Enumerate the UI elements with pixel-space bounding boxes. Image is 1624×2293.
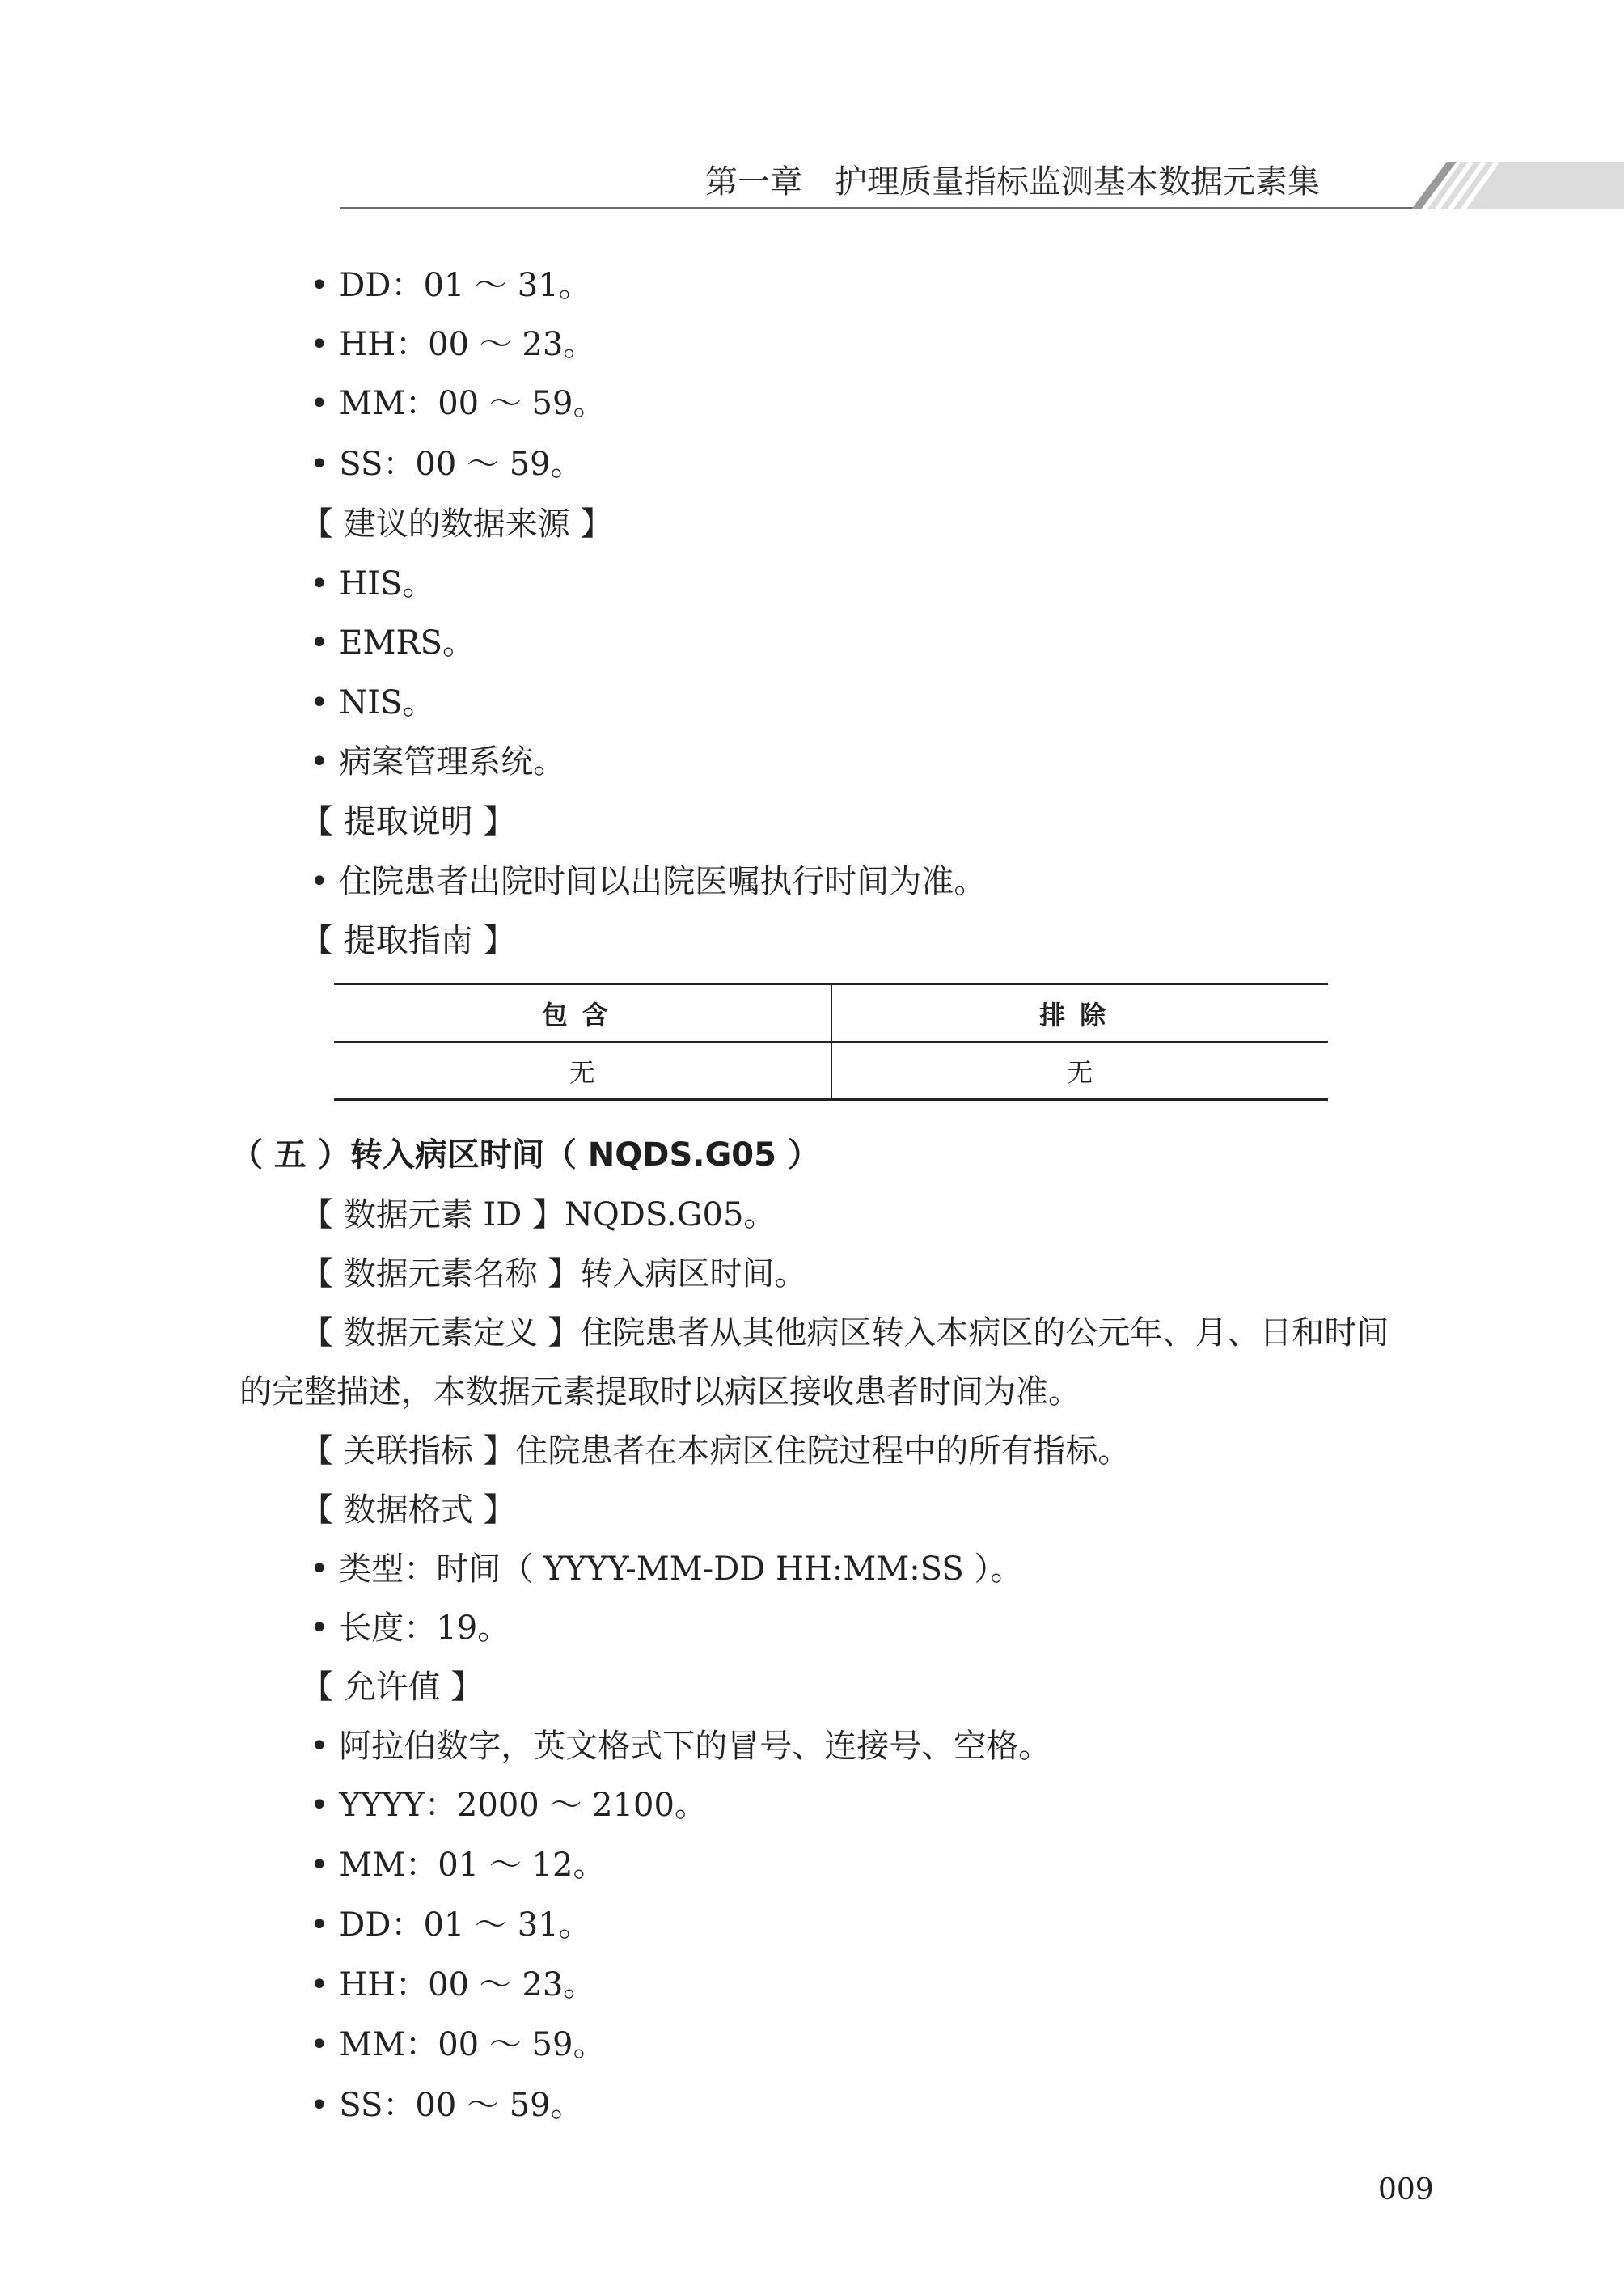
column-header-include: 包含 [334, 984, 831, 1043]
allowed-values-label: 【 允许值 】 [301, 1669, 484, 1706]
table-cell: 无 [831, 1042, 1329, 1100]
header-decoration-icon [1411, 162, 1624, 209]
table-row [334, 1042, 1328, 1100]
table-header-row [334, 984, 1328, 1043]
extract-note-label: 【 提取说明 】 [301, 803, 516, 840]
allowed-value-item: • SS：00 ～ 59。 [310, 2087, 583, 2124]
bullet-item: • DD：01 ～ 31。 [310, 267, 591, 304]
allowed-value-item: • YYYY：2000 ～ 2100。 [310, 1787, 707, 1824]
source-item: • NIS。 [310, 684, 435, 721]
table-cell: 无 [334, 1042, 831, 1100]
element-id-line: 【 数据元素 ID 】NQDS.G05。 [301, 1196, 776, 1233]
allowed-value-item: • DD：01 ～ 31。 [310, 1906, 591, 1944]
chapter-title: 第一章 护理质量指标监测基本数据元素集 [705, 163, 1320, 201]
column-header-exclude: 排除 [831, 984, 1329, 1043]
page-number: 009 [1378, 2173, 1434, 2206]
data-format-label: 【 数据格式 】 [301, 1491, 516, 1529]
allowed-value-item: • MM：01 ～ 12。 [310, 1847, 606, 1884]
allowed-value-item: • MM：00 ～ 59。 [310, 2026, 606, 2063]
bullet-item: • MM：00 ～ 59。 [310, 385, 606, 422]
source-label: 【 建议的数据来源 】 [301, 506, 613, 543]
header-rule [340, 207, 1436, 209]
element-definition-continuation: 的完整描述，本数据元素提取时以病区接收患者时间为准。 [239, 1373, 1081, 1411]
running-header [340, 162, 1624, 212]
related-indicator-line: 【 关联指标 】住院患者在本病区住院过程中的所有指标。 [301, 1432, 1131, 1470]
source-item: • HIS。 [310, 565, 435, 603]
element-definition-line: 【 数据元素定义 】住院患者从其他病区转入本病区的公元年、月、日和时间 [301, 1314, 1389, 1352]
bullet-item: • SS：00 ～ 59。 [310, 446, 583, 483]
section-heading: （ 五 ）转入病区时间（ NQDS.G05 ） [230, 1136, 820, 1174]
element-name-line: 【 数据元素名称 】转入病区时间。 [301, 1255, 807, 1292]
bullet-item: • HH：00 ～ 23。 [310, 326, 596, 363]
data-format-item: • 长度：19。 [310, 1610, 510, 1647]
data-format-item: • 类型：时间（ YYYY-MM-DD HH:MM:SS ）。 [310, 1551, 1023, 1588]
source-item: • 病案管理系统。 [310, 743, 566, 781]
allowed-value-item: • HH：00 ～ 23。 [310, 1966, 596, 2003]
allowed-value-item: • 阿拉伯数字，英文格式下的冒号、连接号、空格。 [310, 1728, 1051, 1765]
extract-guide-table [334, 983, 1328, 1101]
extract-guide-label: 【 提取指南 】 [301, 922, 516, 959]
source-item: • EMRS。 [310, 624, 475, 662]
extract-note-item: • 住院患者出院时间以出院医嘱执行时间为准。 [310, 863, 987, 900]
